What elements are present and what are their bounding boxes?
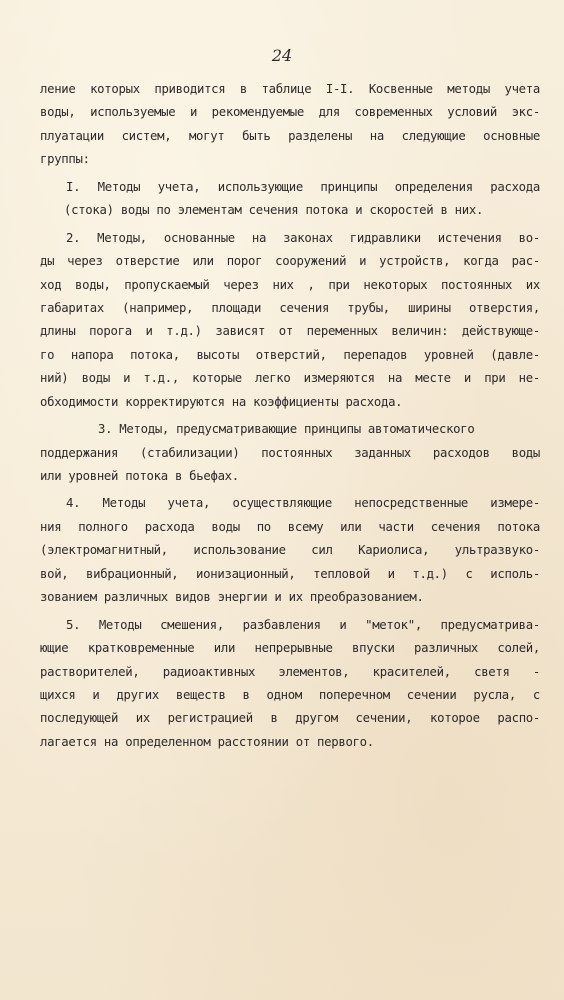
text-line: или уровней потока в бьефах.: [40, 469, 239, 483]
text-line: плуатации систем, могут быть разделены на следующие основные: [40, 128, 540, 143]
text-line: щихся и других веществ в одном поперечном сечении русла, с: [40, 687, 540, 702]
text-line: 4. Методы учета, осуществляющие непосредственные измере-: [66, 496, 540, 511]
text-line: го напора потока, высоты отверстий, перепадов уровней (давле-: [40, 347, 540, 362]
text-line: (стока) воды по элементам сечения потока и скоростей в них.: [64, 203, 484, 218]
text-line: I. Методы учета, использующие принципы определения расхода: [66, 179, 540, 194]
text-line: ление которых приводится в таблице I-I. Косвенные методы учета: [40, 82, 540, 96]
document-text: [40, 78, 540, 754]
text-line: зованием различных видов энергии и их преобразованием.: [40, 590, 424, 605]
text-line: воды, используемые и рекомендуемые для современных условий экс-: [40, 105, 540, 120]
text-line: последующей их регистрацией в другом сечении, которое распо-: [40, 711, 540, 726]
text-line: лагается на определенном расстоянии от первого.: [40, 734, 374, 749]
text-line: вой, вибрационный, ионизационный, тепловой и т.д.) с исполь-: [40, 566, 540, 581]
text-line: габаритах (например, площади сечения трубы, ширины отверстия,: [40, 300, 540, 315]
text-line: группы:: [40, 152, 90, 167]
text-line: растворителей, радиоактивных элементов, красителей, светя -: [40, 664, 540, 679]
text-line: ния полного расхода воды по всему или части сечения потока: [40, 519, 540, 534]
text-line: 5. Методы смешения, разбавления и "меток", предусматрива-: [66, 617, 540, 632]
text-line: ход воды, пропускаемый через них , при некоторых постоянных их: [40, 277, 540, 292]
text-line: ний) воды и т.д., которые легко измеряются на месте и при не-: [40, 371, 540, 386]
text-line: длины порога и т.д.) зависят от переменных величин: действующе-: [40, 324, 540, 339]
text-line: (электромагнитный, использование сил Кариолиса, ультразвуко-: [40, 543, 540, 558]
text-line: ды через отверстие или порог сооружений и устройств, когда рас-: [40, 254, 540, 269]
text-line: ющие кратковременные или непрерывные впуски различных солей,: [40, 641, 540, 656]
text-line: 2. Методы, основанные на законах гидравлики истечения во-: [66, 230, 540, 245]
text-line: 3. Методы, предусматривающие принципы автоматического: [98, 422, 475, 437]
text-line: поддержания (стабилизации) постоянных заданных расходов воды: [40, 445, 540, 460]
text-line: обходимости корректируются на коэффициенты расхода.: [40, 394, 403, 409]
page-number: 24: [271, 46, 293, 65]
